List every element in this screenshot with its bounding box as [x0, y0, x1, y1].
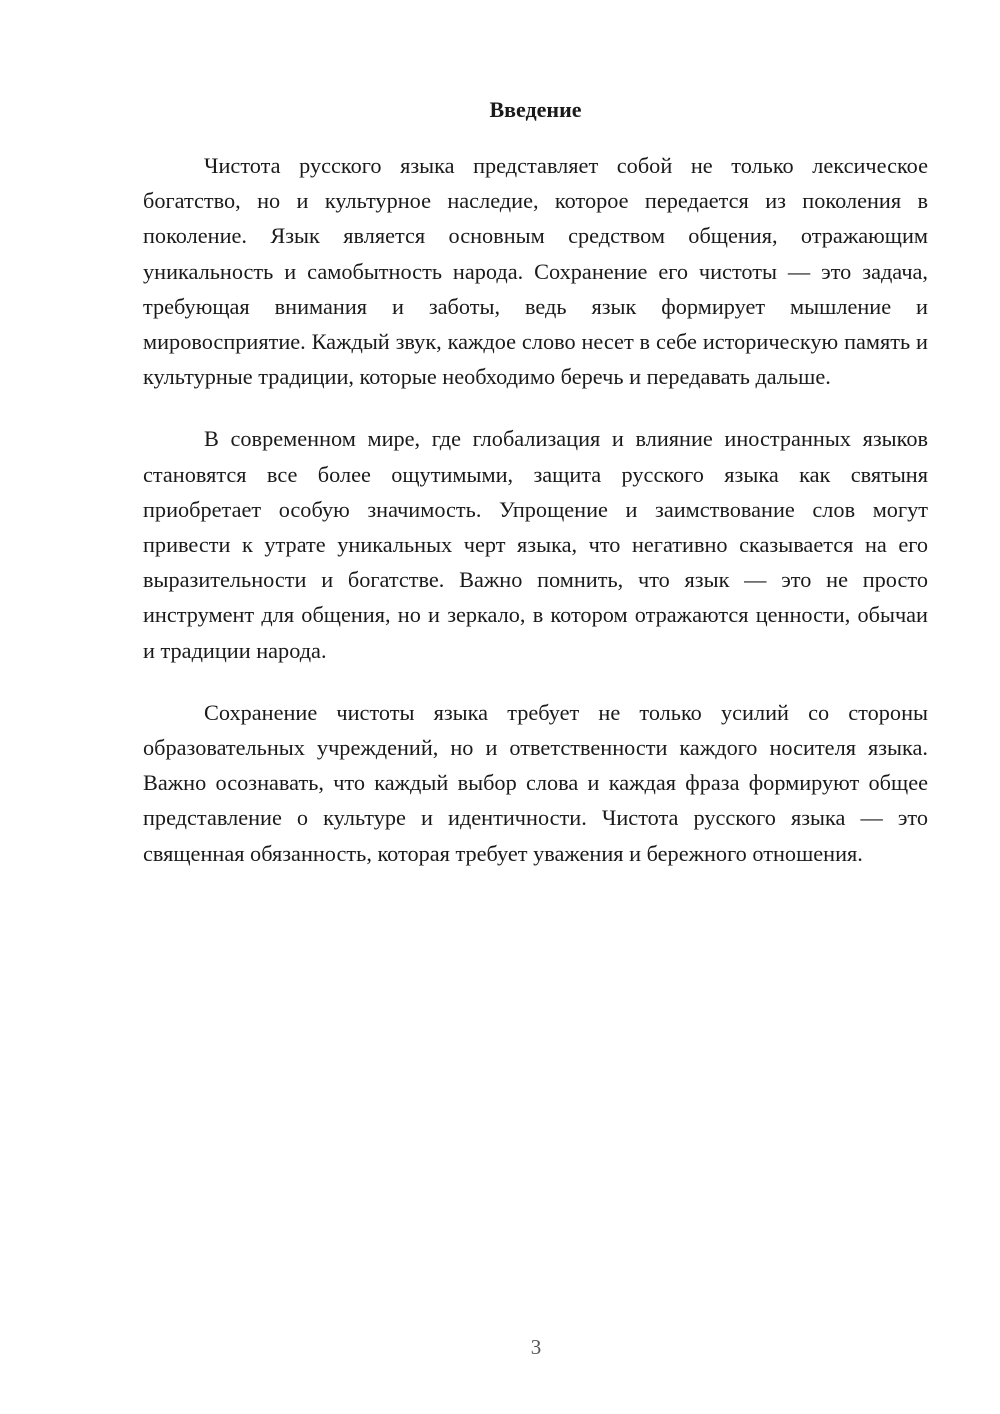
document-body — [143, 92, 928, 898]
paragraph-3: Сохранение чистоты языка требует не только усилий со стороны образовательных учреждений, но и ответственности каждого носителя языка. Важно осознавать, что каждый выбор слова и каждая фраза формируют общее представление о культуре и идентичности. Чистота русского языка — это священная обязанность, которая требует уважения и бережного отношения. — [143, 699, 928, 866]
paragraph-1: Чистота русского языка представляет собой не только лексическое богатство, но и культурное наследие, которое передается из поколения в поколение. Язык является основным средством общения, отражающим уникальность и самобытность народа. Сохранение его чистоты — это задача, требующая внимания и заботы, ведь язык формирует мышление и мировосприятие. Каждый звук, каждое слово несет в себе историческую память и культурные традиции, которые необходимо беречь и передавать дальше. — [143, 153, 928, 390]
section-title: Введение — [489, 97, 582, 122]
paragraph-2: В современном мире, где глобализация и влияние иностранных языков становятся все более ощутимыми, защита русского языка как святыня приобретает особую значимость. Упрощение и заимствование слов могут привести к утрате уникальных черт языка, что негативно сказывается на его выразительности и богатстве. Важно помнить, что язык — это не просто инструмент для общения, но и зеркало, в котором отражаются ценности, обычаи и традиции народа. — [143, 426, 928, 663]
page-number: 3 — [530, 1335, 542, 1359]
